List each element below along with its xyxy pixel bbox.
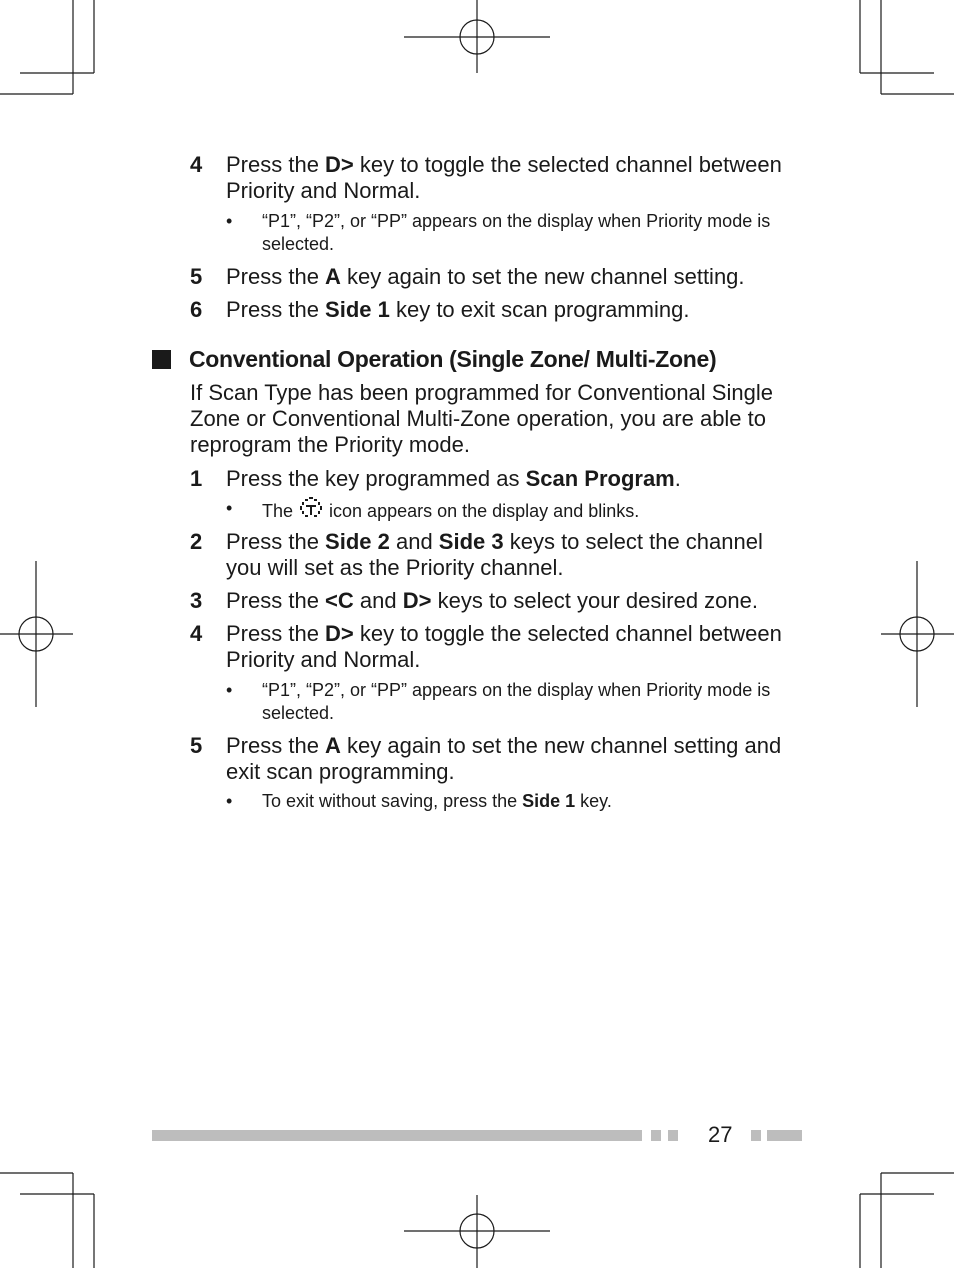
footer-block: [668, 1130, 678, 1141]
step-number: 4: [190, 621, 203, 646]
step-number: 5: [190, 733, 203, 758]
step-1: 1 Press the key programmed as Scan Program.: [190, 466, 681, 491]
key-label: Side 1: [325, 297, 390, 322]
bullet: •: [226, 211, 233, 231]
section-intro: If Scan Type has been programmed for Conventional Single Zone or Conventional Multi-Zone operation, you are able to reprogram the Priority mode.: [190, 380, 773, 457]
step-number: 4: [190, 152, 203, 177]
section-heading: Conventional Operation (Single Zone/ Multi-Zone): [152, 344, 716, 374]
key-label: Side 1: [522, 791, 576, 811]
note-exit: • To exit without saving, press the Side 1 key.: [226, 791, 612, 811]
step-4: 4 Press the D> key to toggle the selected channel between Priority and Normal.: [190, 621, 782, 672]
note-scan-icon: • The icon appears on the display and blinks.: [226, 498, 640, 521]
key-label: A: [325, 264, 341, 289]
key-label: D>: [402, 588, 432, 613]
footer-bar-right: [767, 1130, 802, 1141]
key-label: D>: [325, 152, 354, 177]
key-label: Side 2: [325, 529, 390, 554]
bullet: •: [226, 680, 233, 700]
step-2: 2 Press the Side 2 and Side 3 keys to select the channel you will set as the Priority channel.: [190, 529, 763, 580]
key-label: D>: [325, 621, 354, 646]
scan-icon: [298, 497, 324, 519]
page-number: 27: [708, 1122, 733, 1147]
note-priority: • “P1”, “P2”, or “PP” appears on the display when Priority mode is selected.: [226, 680, 771, 723]
step-number: 1: [190, 466, 203, 491]
key-label: A: [325, 733, 341, 758]
step-number: 2: [190, 529, 203, 554]
key-label: Scan Program: [525, 466, 675, 491]
step-5: 5 Press the A key again to set the new channel setting and exit scan programming.: [190, 733, 782, 784]
note-priority-top: • “P1”, “P2”, or “PP” appears on the display when Priority mode is selected.: [226, 211, 771, 254]
step-number: 6: [190, 297, 203, 322]
footer-block: [651, 1130, 661, 1141]
step-number: 3: [190, 588, 203, 613]
step-3: 3 Press the <C and D> keys to select your desired zone.: [190, 588, 758, 613]
bullet: •: [226, 791, 233, 811]
footer-block: [751, 1130, 761, 1141]
step-5-top: 5 Press the A key again to set the new channel setting.: [190, 264, 745, 289]
bullet: •: [226, 498, 233, 518]
key-label: Side 3: [438, 529, 504, 554]
step-6-top: 6 Press the Side 1 key to exit scan programming.: [190, 297, 690, 322]
step-4-top: 4 Press the D> key to toggle the selected channel between Priority and Normal.: [190, 152, 782, 203]
key-label: <C: [325, 588, 354, 613]
section-square-icon: [152, 350, 171, 369]
step-number: 5: [190, 264, 203, 289]
footer-bar-left: [152, 1130, 642, 1141]
